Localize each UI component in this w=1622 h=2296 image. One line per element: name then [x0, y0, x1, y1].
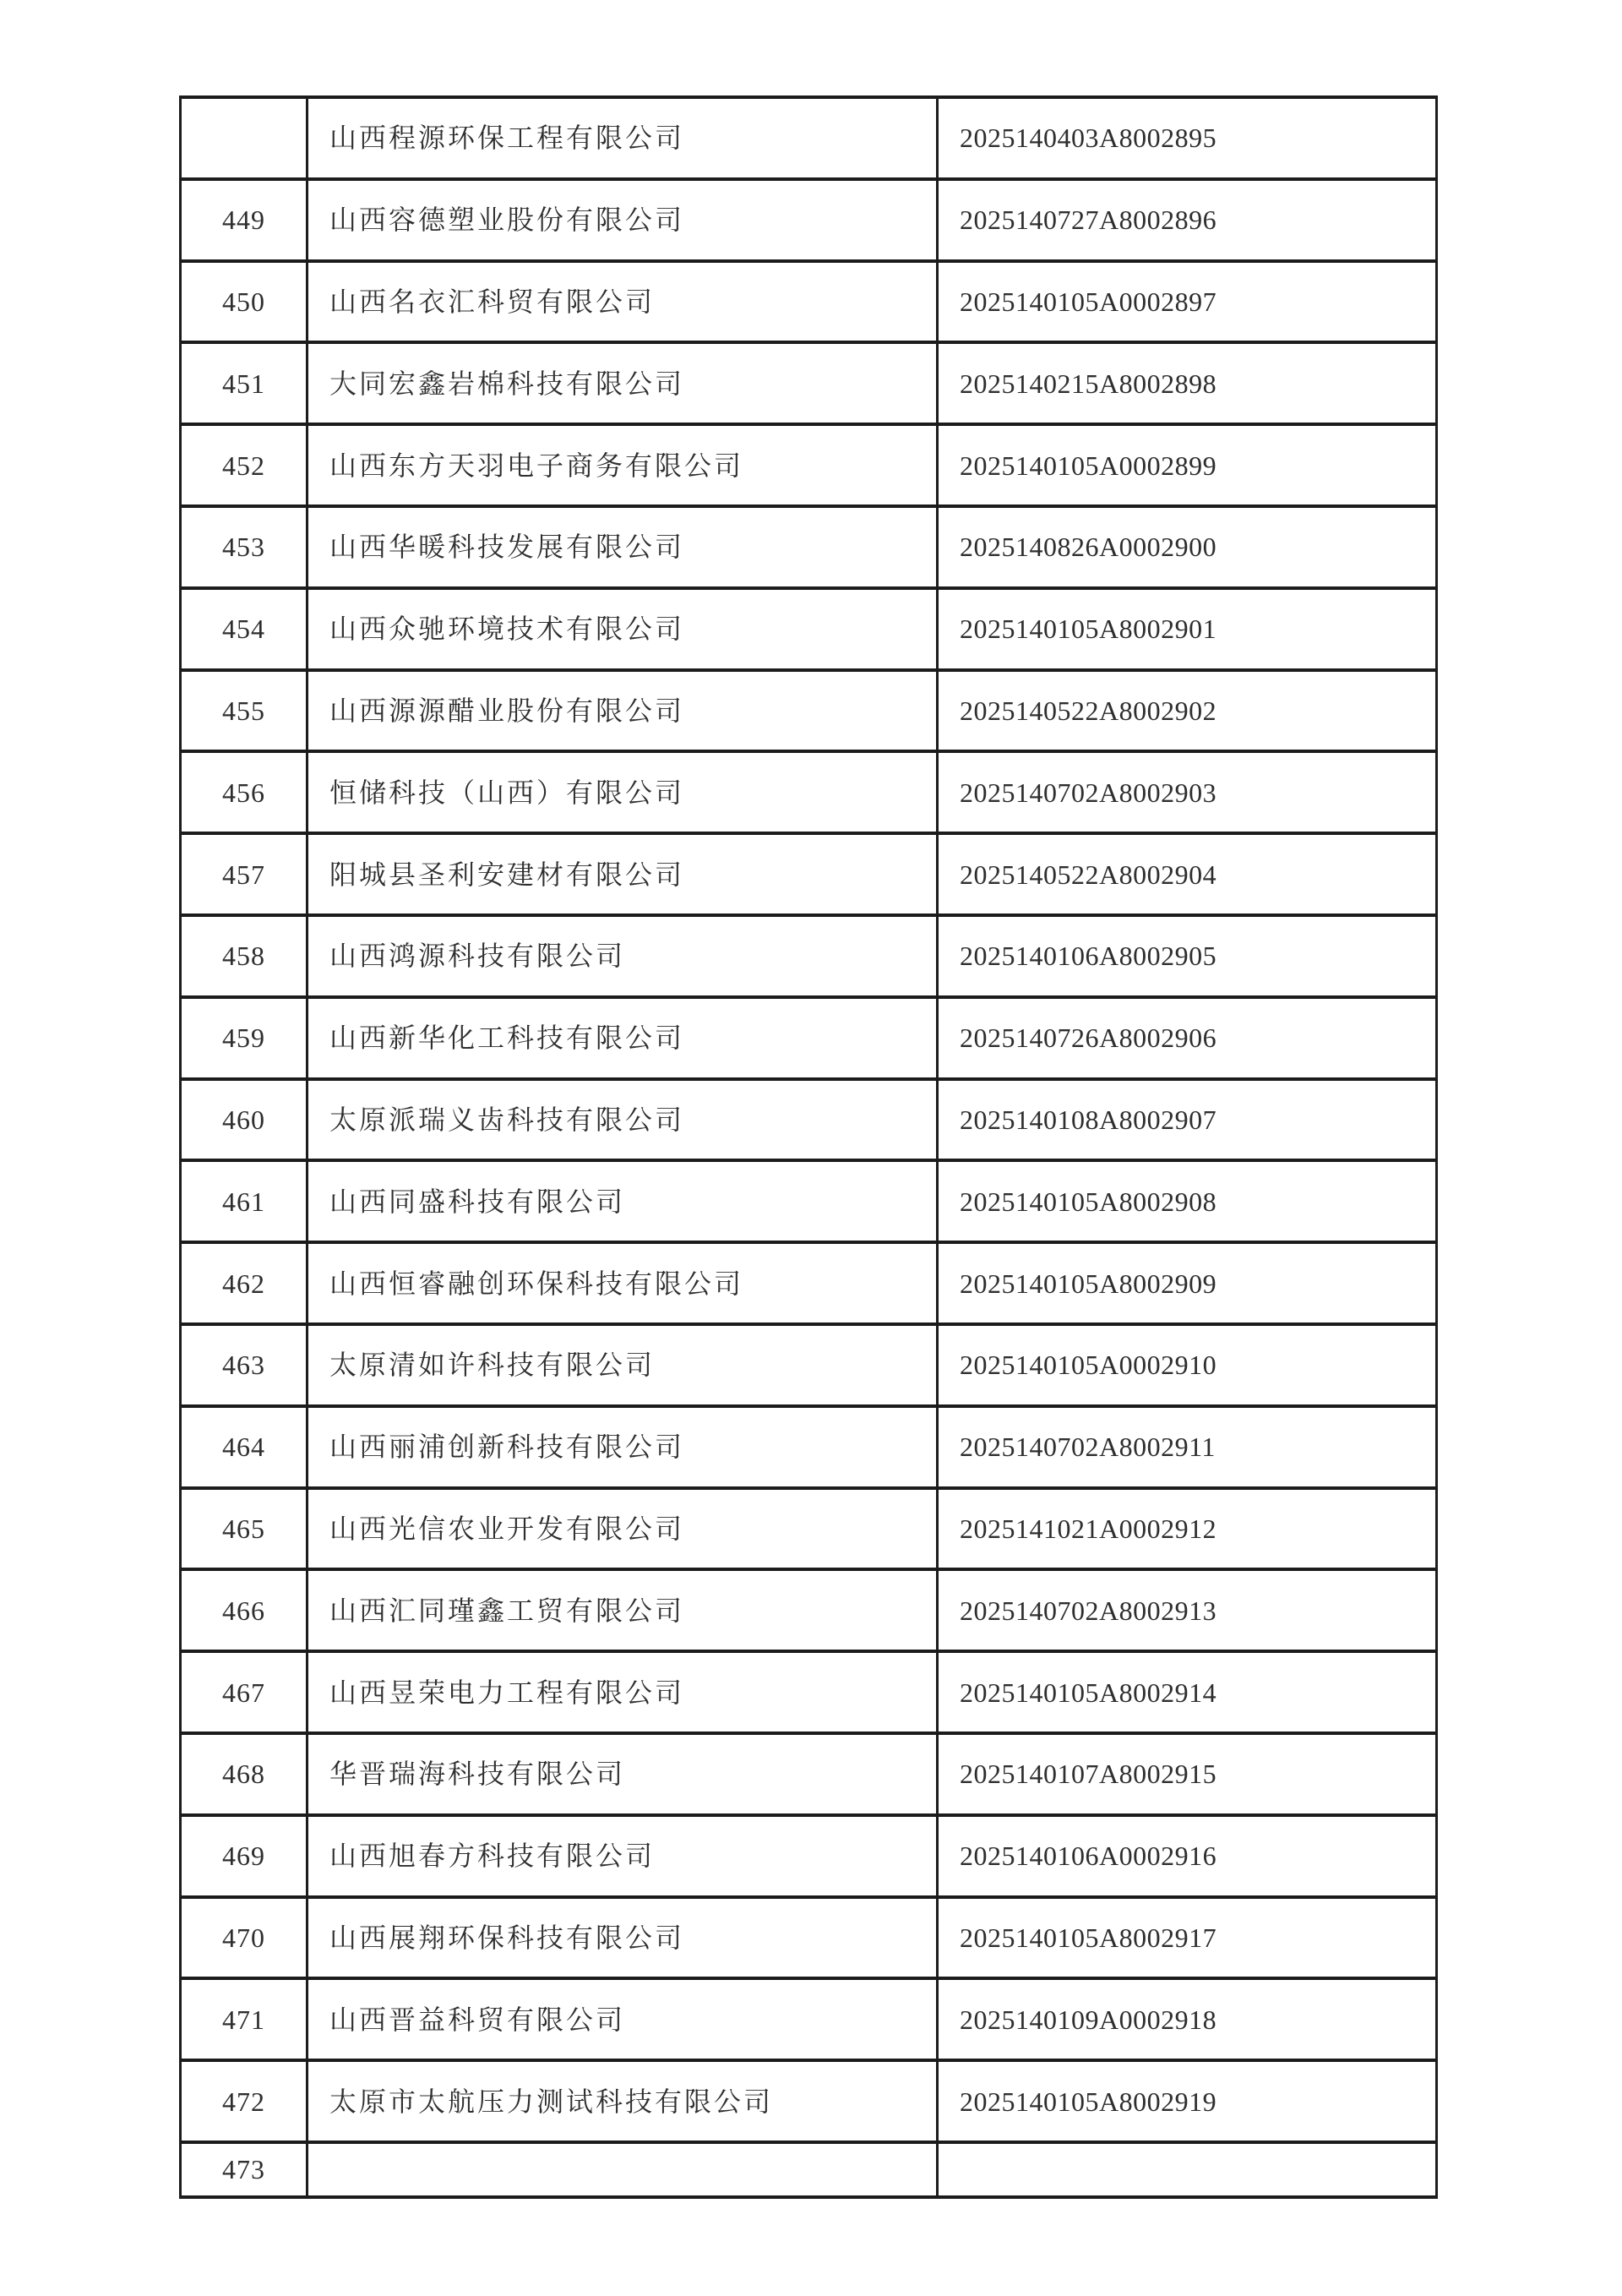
row-number-cell: 465 — [182, 1490, 308, 1568]
company-name-cell: 山西同盛科技有限公司 — [308, 1162, 939, 1241]
company-name-cell: 山西鸿源科技有限公司 — [308, 917, 939, 995]
row-number-cell: 451 — [182, 344, 308, 423]
company-name-cell: 山西程源环保工程有限公司 — [308, 99, 939, 177]
row-number-cell: 458 — [182, 917, 308, 995]
row-number-cell: 467 — [182, 1653, 308, 1732]
registration-code-cell: 2025140105A8002909 — [960, 1268, 1217, 1299]
table-row — [182, 1980, 1435, 2062]
company-name-cell: 山西华暖科技发展有限公司 — [308, 508, 939, 586]
row-number-cell: 472 — [182, 2062, 308, 2141]
company-name-cell: 太原市太航压力测试科技有限公司 — [308, 2062, 939, 2141]
company-name-cell: 山西容德塑业股份有限公司 — [308, 181, 939, 259]
company-name-cell: 山西旭春方科技有限公司 — [308, 1817, 939, 1895]
table-row — [182, 1326, 1435, 1408]
registration-code-cell: 2025140403A8002895 — [960, 123, 1217, 154]
table-row — [182, 344, 1435, 426]
company-name-cell: 山西名衣汇科贸有限公司 — [308, 263, 939, 341]
row-number-cell: 454 — [182, 590, 308, 668]
company-name-cell: 大同宏鑫岩棉科技有限公司 — [308, 344, 939, 423]
registration-code-cell: 2025140105A8002919 — [960, 2086, 1217, 2117]
table-row — [182, 590, 1435, 672]
table-row — [182, 1735, 1435, 1817]
company-name-cell: 太原清如许科技有限公司 — [308, 1326, 939, 1404]
registration-code-cell: 2025140522A8002902 — [960, 695, 1217, 726]
table-row — [182, 263, 1435, 345]
table-row — [182, 1653, 1435, 1735]
company-name-cell: 山西众驰环境技术有限公司 — [308, 590, 939, 668]
registration-code-cell: 2025140726A8002906 — [960, 1023, 1217, 1054]
row-number-cell: 461 — [182, 1162, 308, 1241]
row-number-cell: 468 — [182, 1735, 308, 1813]
row-number-cell: 469 — [182, 1817, 308, 1895]
table-row — [182, 508, 1435, 590]
company-name-cell: 太原派瑞义齿科技有限公司 — [308, 1081, 939, 1159]
company-name-cell: 山西晋益科贸有限公司 — [308, 1980, 939, 2059]
row-number-cell: 456 — [182, 753, 308, 832]
table-row — [182, 917, 1435, 999]
row-number-cell: 450 — [182, 263, 308, 341]
company-name-cell: 山西展翔环保科技有限公司 — [308, 1899, 939, 1977]
row-number-cell: 463 — [182, 1326, 308, 1404]
registration-code-cell: 2025140105A8002914 — [960, 1677, 1217, 1708]
registration-code-cell: 2025140106A8002905 — [960, 941, 1217, 972]
company-name-cell: 山西源源醋业股份有限公司 — [308, 672, 939, 750]
company-name-cell: 山西东方天羽电子商务有限公司 — [308, 426, 939, 504]
registration-code-cell: 2025140109A0002918 — [960, 2004, 1217, 2035]
table-row — [182, 835, 1435, 917]
table-row — [182, 1490, 1435, 1572]
row-number-cell: 455 — [182, 672, 308, 750]
row-number-cell: 466 — [182, 1571, 308, 1650]
table-row — [182, 1817, 1435, 1899]
table-row — [182, 181, 1435, 263]
registration-code-cell: 2025140215A8002898 — [960, 368, 1217, 399]
registration-code-cell: 2025140105A8002917 — [960, 1922, 1217, 1953]
table-row — [182, 999, 1435, 1081]
company-name-cell: 山西丽浦创新科技有限公司 — [308, 1408, 939, 1486]
row-number-cell: 457 — [182, 835, 308, 913]
registration-code-cell — [939, 2144, 1435, 2195]
registration-code-cell: 2025140702A8002913 — [960, 1595, 1217, 1626]
registration-code-cell: 2025140826A0002900 — [960, 532, 1217, 563]
table-row — [182, 672, 1435, 754]
registration-code-cell: 2025141021A0002912 — [960, 1513, 1217, 1544]
registration-code-cell: 2025140106A0002916 — [960, 1841, 1217, 1872]
table-row — [182, 1244, 1435, 1326]
table-row — [182, 2062, 1435, 2144]
company-name-cell: 华晋瑞海科技有限公司 — [308, 1735, 939, 1813]
company-name-cell: 恒储科技（山西）有限公司 — [308, 753, 939, 832]
table-row — [182, 1081, 1435, 1163]
table-row — [182, 753, 1435, 835]
registration-code-cell: 2025140727A8002896 — [960, 205, 1217, 236]
row-number-cell: 460 — [182, 1081, 308, 1159]
registration-code-cell: 2025140107A8002915 — [960, 1759, 1217, 1790]
row-number-cell: 470 — [182, 1899, 308, 1977]
row-number-cell — [182, 99, 308, 177]
registration-code-cell: 2025140105A0002897 — [960, 286, 1217, 317]
company-name-cell: 阳城县圣利安建材有限公司 — [308, 835, 939, 913]
company-name-cell: 山西新华化工科技有限公司 — [308, 999, 939, 1077]
registration-code-cell: 2025140105A0002910 — [960, 1350, 1217, 1381]
table-row — [182, 426, 1435, 508]
row-number-cell: 464 — [182, 1408, 308, 1486]
company-name-cell: 山西昱荣电力工程有限公司 — [308, 1653, 939, 1732]
registration-code-cell: 2025140702A8002903 — [960, 777, 1217, 808]
table-row — [182, 2144, 1435, 2195]
company-name-cell — [308, 2144, 939, 2195]
registration-code-cell: 2025140105A8002908 — [960, 1186, 1217, 1217]
table-row — [182, 99, 1435, 181]
row-number-cell: 473 — [182, 2144, 308, 2195]
table-row — [182, 1162, 1435, 1244]
registration-code-cell: 2025140105A0002899 — [960, 450, 1217, 481]
registration-code-cell: 2025140105A8002901 — [960, 614, 1217, 645]
table-row — [182, 1899, 1435, 1981]
company-name-cell: 山西恒睿融创环保科技有限公司 — [308, 1244, 939, 1323]
row-number-cell: 471 — [182, 1980, 308, 2059]
registration-code-cell: 2025140702A8002911 — [960, 1432, 1216, 1463]
row-number-cell: 449 — [182, 181, 308, 259]
company-name-cell: 山西光信农业开发有限公司 — [308, 1490, 939, 1568]
row-number-cell: 452 — [182, 426, 308, 504]
row-number-cell: 462 — [182, 1244, 308, 1323]
row-number-cell: 453 — [182, 508, 308, 586]
registration-code-cell: 2025140108A8002907 — [960, 1104, 1217, 1135]
company-registry-table — [179, 95, 1438, 2199]
table-row — [182, 1408, 1435, 1490]
table-row — [182, 1571, 1435, 1653]
company-name-cell: 山西汇同瑾鑫工贸有限公司 — [308, 1571, 939, 1650]
registration-code-cell: 2025140522A8002904 — [960, 859, 1217, 890]
row-number-cell: 459 — [182, 999, 308, 1077]
